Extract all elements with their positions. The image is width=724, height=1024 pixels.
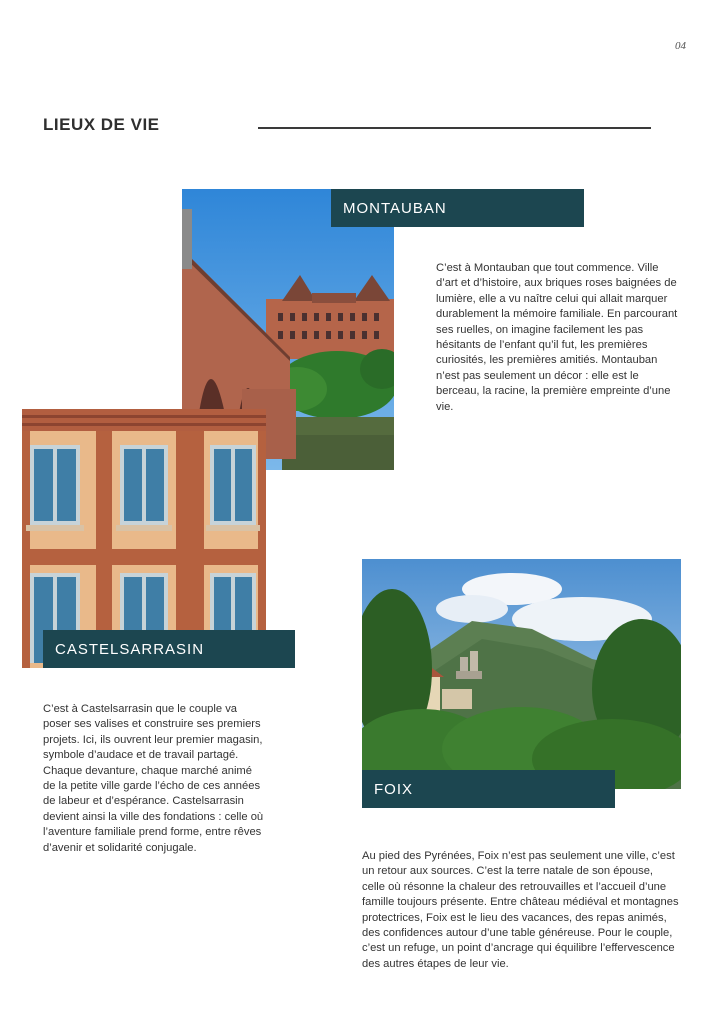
castelsarrasin-paragraph: C’est à Castelsarrasin que le couple va poser ses valises et construire ses premiers projets. Ici, ils ouvrent leur premier magasin, symbole d’audace et de travail partagé. Chaque devanture, chaque marché animé de la petite ville garde l’écho de ces années de labeur et d’espérance. Castelsarrasin devient ainsi la ville des fondations : celle où l’aventure familiale prend forme, entre rêves d’avenir et solidarité conjugale. [43, 703, 264, 854]
montauban-paragraph: C’est à Montauban que tout commence. Ville d’art et d’histoire, aux briques roses baignées de lumière, elle a vu naître celui qui allait marquer durablement la mémoire familiale. En parcourant ses ruelles, on imagine facilement les pas hésitants de l’enfant qu’il fut, les premières curiosités, les premières amitiés. Montauban n’est pas seulement un décor : elle est le berceau, la racine, la première empreinte d’une vie. [436, 262, 678, 413]
place-label-foix: FOIX [362, 770, 615, 808]
foix-photo [362, 559, 681, 789]
title-divider [258, 127, 651, 129]
page-number: 04 [675, 40, 686, 52]
place-label-montauban: MONTAUBAN [331, 189, 584, 227]
section-title: LIEUX DE VIE [43, 115, 160, 134]
place-label-castelsarrasin: CASTELSARRASIN [43, 630, 295, 668]
foix-paragraph: Au pied des Pyrénées, Foix n’est pas seulement une ville, c’est un retour aux sources. C’est la terre natale de son épouse, celle où résonne la chaleur des retrouvailles et l’accueil d’une famille toujours présente. Entre château médiéval et montagnes protectrices, Foix est le lieu des vacances, des repas animés, des confidences autour d’une table généreuse. Pour le couple, c’est un refuge, un point d’ancrage qui équilibre l’effervescence des autres étapes de leur vie. [362, 850, 679, 970]
